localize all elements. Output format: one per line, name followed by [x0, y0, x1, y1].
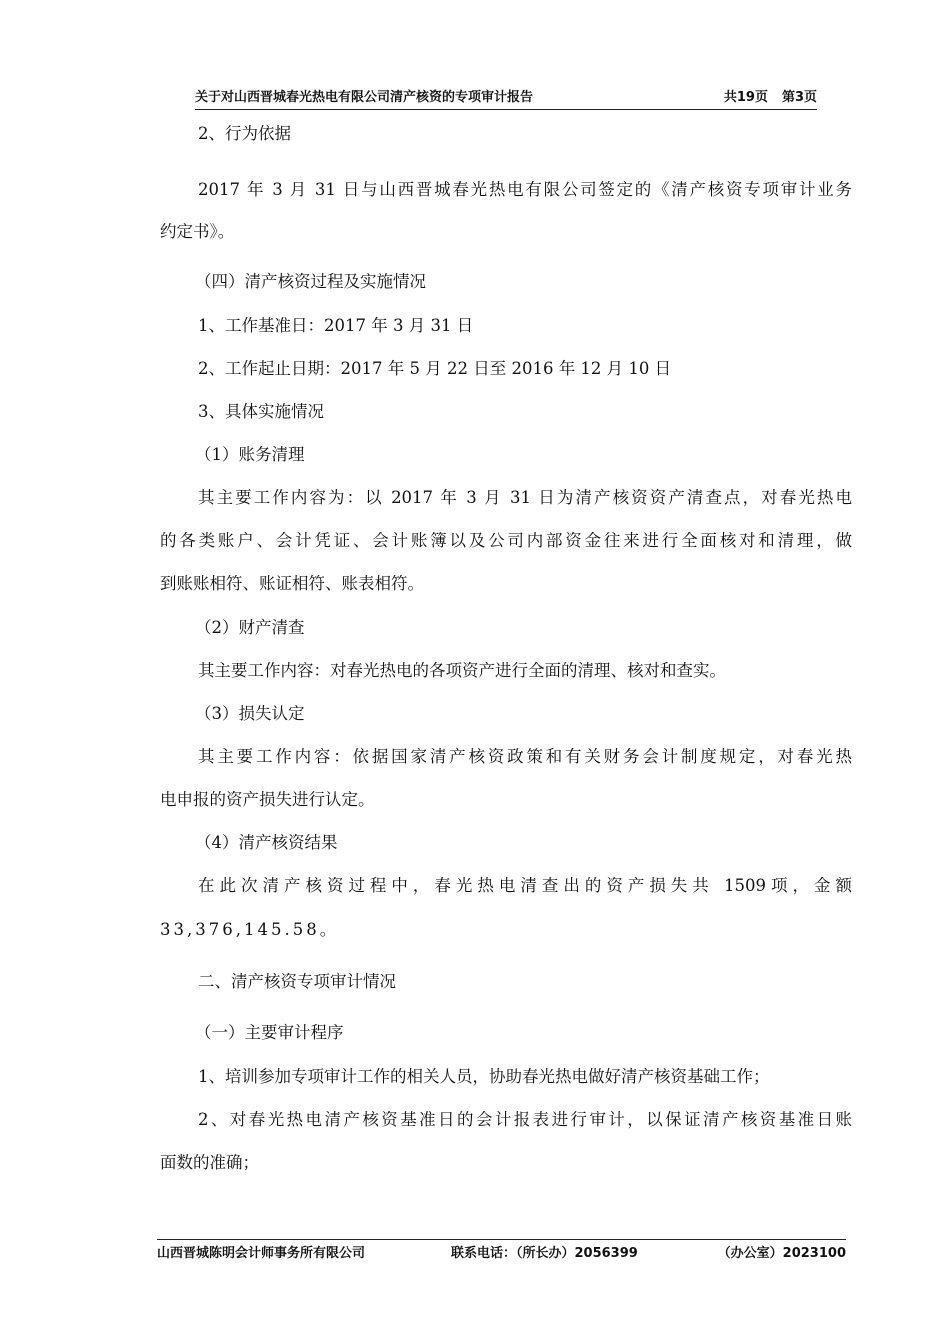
body-line: 面数的准确；	[160, 1153, 259, 1172]
body-line: 在此次清产核资过程中，春光热电清查出的资产损失共 1509项，金额	[198, 876, 852, 895]
header-current-page: 第3页	[781, 90, 817, 105]
header-title: 关于对山西晋城春光热电有限公司清产核资的专项审计报告	[195, 90, 534, 105]
body-line: 其主要工作内容：对春光热电的各项资产进行全面的清理、核对和查实。	[198, 661, 726, 680]
body-line: 电申报的资产损失进行认定。	[160, 790, 375, 809]
body-line: 的各类账户、会计凭证、会计账簿以及公司内部资金往来进行全面核对和清理，做	[160, 531, 852, 550]
footer-office-phone: （办公室）2023100	[717, 1246, 846, 1261]
body-line: 1、工作基准日：2017 年 3 月 31 日	[198, 316, 474, 335]
footer-contact-phone: 联系电话：（所长办）2056399	[451, 1246, 638, 1261]
page-header	[195, 87, 817, 110]
section-heading: （一）主要审计程序	[195, 1023, 344, 1042]
footer-divider	[157, 1239, 846, 1240]
header-total-pages: 共19页	[723, 90, 768, 105]
body-line: 其主要工作内容为：以 2017 年 3 月 31 日为清产核资资产清查点，对春光热电	[198, 488, 852, 507]
subsection-heading: （1）账务清理	[195, 445, 305, 464]
footer-firm-name: 山西晋城陈明会计师事务所有限公司	[157, 1246, 366, 1261]
body-line: 到账账相符、账证相符、账表相符。	[160, 574, 424, 593]
section-heading: （四）清产核资过程及实施情况	[195, 272, 426, 291]
body-line: 1、培训参加专项审计工作的相关人员，协助春光热电做好清产核资基础工作；	[198, 1067, 770, 1086]
header-page-info	[710, 87, 817, 109]
loss-amount: 33,376,145.58。	[160, 920, 340, 939]
body-line: 约定书》。	[160, 222, 235, 241]
body-line: 3、具体实施情况	[198, 402, 324, 421]
page-footer	[157, 1244, 846, 1264]
body-line: 2017 年 3 月 31 日与山西晋城春光热电有限公司签定的《清产核资专项审计业务	[198, 180, 852, 199]
body-line: 其主要工作内容：依据国家清产核资政策和有关财务会计制度规定，对春光热	[198, 747, 852, 766]
section-heading: 二、清产核资专项审计情况	[198, 972, 396, 991]
body-line: 2、行为依据	[198, 124, 291, 143]
body-line: 2、对春光热电清产核资基准日的会计报表进行审计，以保证清产核资基准日账	[198, 1110, 852, 1129]
body-line: 2、工作起止日期：2017 年 5 月 22 日至 2016 年 12 月 10 日	[198, 359, 672, 378]
subsection-heading: （4）清产核资结果	[195, 833, 338, 852]
subsection-heading: （2）财产清查	[195, 618, 305, 637]
subsection-heading: （3）损失认定	[195, 704, 305, 723]
